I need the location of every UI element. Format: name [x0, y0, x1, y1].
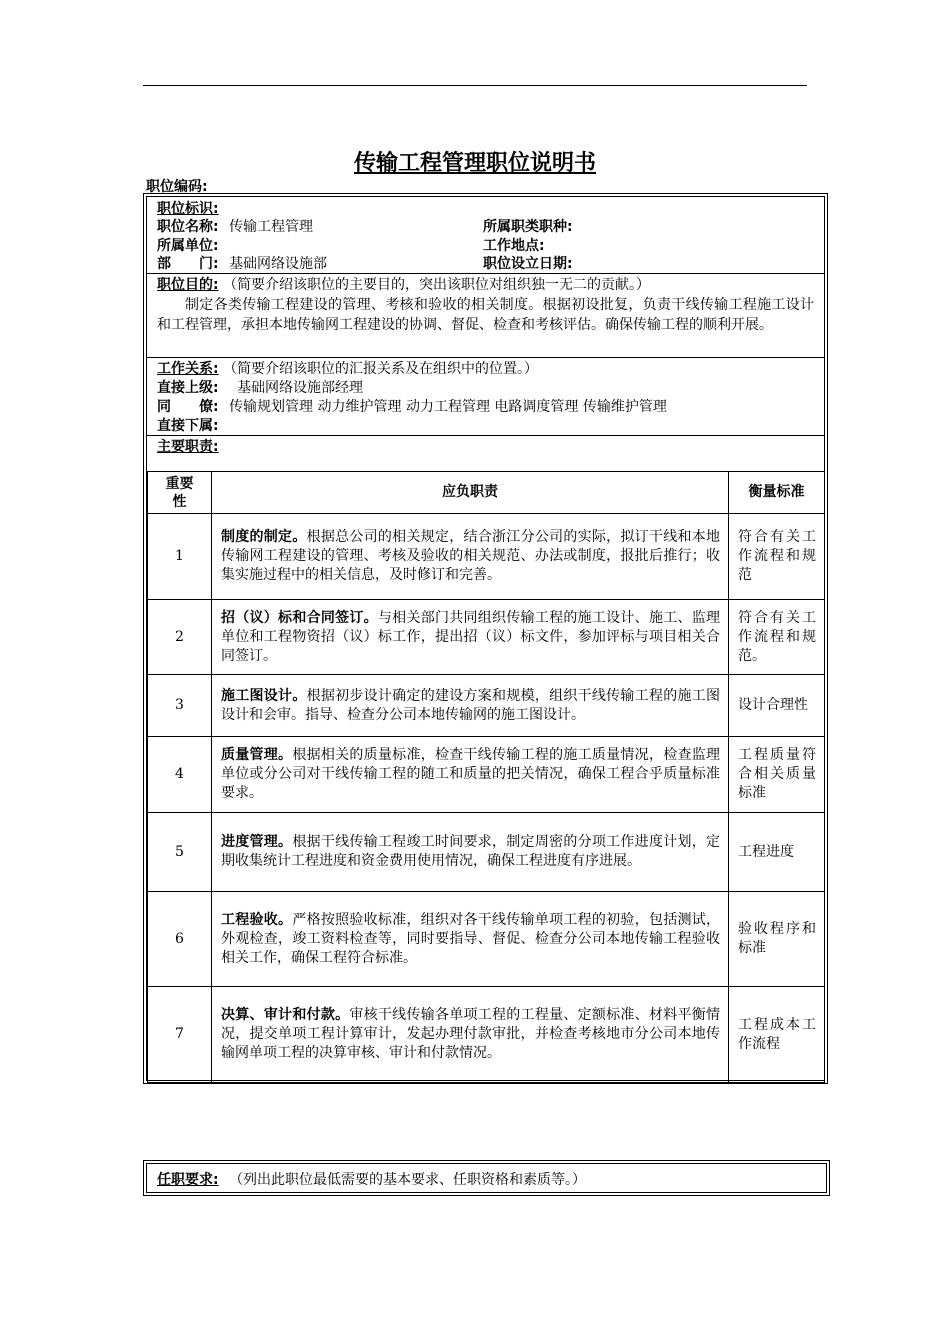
- duties-label: 主要职责:: [157, 439, 219, 455]
- row-duty: [212, 675, 729, 737]
- position-code-label: 职位编码:: [146, 179, 208, 195]
- duty-text: 审核干线传输各单项工程的工程量、定额标准、材料平衡情况，提交单项工程计算审计，发起办理付款审批，并检查考核地市分公司本地传输网单项工程的决算审核、审计和付款情况。: [221, 1007, 721, 1061]
- duty-text: 根据初步设计确定的建设方案和规模，组织干线传输工程的施工图设计和会审。指导、检查分公司本地传输网的施工图设计。: [221, 687, 721, 723]
- row-importance: 2: [148, 600, 212, 675]
- row-importance: 4: [148, 737, 212, 813]
- duty-title: 质量管理。: [221, 747, 293, 763]
- duty-title: 施工图设计。: [221, 687, 307, 704]
- purpose-heading: [157, 275, 650, 295]
- requirements-label: 任职要求:: [157, 1172, 219, 1188]
- relations-hint: （简要介绍该职位的汇报关系及在组织中的位置。）: [223, 361, 539, 377]
- duties-heading-section: [147, 435, 824, 471]
- row-duty: [212, 737, 729, 813]
- peers-row: [157, 397, 667, 417]
- table-row: [148, 737, 825, 813]
- row-measure: 工程成本工作流程: [729, 987, 825, 1083]
- purpose-text: 制定各类传输工程建设的管理、考核和验收的相关制度。根据初设批复，负责干线传输工程施工设计和工程管理，承担本地传输网工程建设的协调、督促、检查和考核评估。确保传输工程的顺利开展。: [157, 297, 814, 333]
- row-importance: 5: [148, 813, 212, 892]
- established-label: 职位设立日期:: [483, 256, 573, 272]
- table-row: [148, 675, 825, 737]
- superior-value: 基础网络设施部经理: [237, 380, 364, 396]
- row-measure: 符合有关工作流程和规范。: [729, 600, 825, 675]
- relations-label: 工作关系:: [157, 361, 219, 377]
- row-duty: [212, 600, 729, 675]
- row-importance: 3: [148, 675, 212, 737]
- row-measure: 验收程序和标准: [729, 892, 825, 987]
- col-duty: 应负职责: [212, 472, 729, 514]
- duty-text: 根据干线传输工程竣工时间要求，制定周密的分项工作进度计划，定期收集统计工程进度和资金费用使用情况，确保工程进度有序进展。: [221, 834, 721, 869]
- job-description-form: [143, 193, 828, 1084]
- document-title: 传输工程管理职位说明书: [353, 151, 596, 176]
- name-label: 职位名称:: [157, 219, 219, 235]
- purpose-hint: （简要介绍该职位的主要目的，突出该职位对组织独一无二的贡献。）: [223, 277, 651, 293]
- table-row: [148, 600, 825, 675]
- requirements-box: [143, 1160, 830, 1196]
- name-row: [157, 217, 313, 237]
- purpose-section: [147, 273, 824, 358]
- peers-value: 传输规划管理 动力维护管理 动力工程管理 电路调度管理 传输维护管理: [229, 399, 667, 415]
- duty-title: 决算、审计和付款。: [221, 1007, 350, 1023]
- duty-text: 严格按照验收标准，组织对各干线传输单项工程的初验，包括测试，外观检查，竣工资料检查等，同时要指导、督促、检查分公司本地传输工程验收相关工作，确保工程符合标准。: [221, 911, 721, 966]
- dept-row: [157, 254, 327, 274]
- row-duty: [212, 892, 729, 987]
- row-measure: 工程质量符合相关质量标准: [729, 737, 825, 813]
- row-importance: 1: [148, 514, 212, 600]
- duty-text: 根据总公司的相关规定，结合浙江分公司的实际，拟订干线和本地传输网工程建设的管理、考核及验收的相关规范、办法或制度，报批后推行；收集实施过程中的相关信息，及时修订和完善。: [221, 529, 721, 583]
- row-measure: 符合有关工作流程和规范: [729, 514, 825, 600]
- category-label: 所属职类职种:: [483, 219, 573, 235]
- row-importance: 7: [148, 987, 212, 1083]
- unit-label: 所属单位:: [157, 238, 219, 254]
- row-duty: [212, 987, 729, 1083]
- duties-table: [147, 471, 825, 1083]
- superior-label: 直接上级:: [157, 380, 219, 396]
- duties-header-row: [148, 472, 825, 514]
- duty-title: 制度的制定。: [221, 529, 307, 545]
- dept-label: 部 门:: [157, 256, 219, 272]
- requirements-inner: [146, 1163, 827, 1193]
- requirements-row: [157, 1170, 586, 1190]
- header-rule: [143, 85, 807, 86]
- relations-section: [147, 357, 824, 436]
- table-row: [148, 987, 825, 1083]
- peers-label: 同 僚:: [157, 399, 219, 415]
- row-measure: 设计合理性: [729, 675, 825, 737]
- superior-row: [157, 378, 363, 398]
- location-label: 工作地点:: [483, 238, 545, 254]
- requirements-hint: （列出此职位最低需要的基本要求、任职资格和素质等。）: [229, 1172, 587, 1188]
- duty-title: 进度管理。: [221, 834, 293, 850]
- duty-text: 与相关部门共同组织传输工程的施工设计、施工、监理单位和工程物资招（议）标工作，提出招（议）标文件，参加评标与项目相关合同签订。: [221, 609, 721, 664]
- dept-value: 基础网络设施部: [229, 256, 328, 272]
- subordinate-label: 直接下属:: [157, 418, 219, 434]
- relations-heading: [157, 359, 538, 379]
- table-row: [148, 813, 825, 892]
- identity-section: [147, 197, 824, 274]
- table-row: [148, 892, 825, 987]
- table-row: [148, 514, 825, 600]
- col-measure: 衡量标准: [729, 472, 825, 514]
- duty-title: 招（议）标和合同签订。: [221, 609, 378, 626]
- identity-label: 职位标识:: [157, 201, 219, 217]
- purpose-label: 职位目的:: [157, 277, 219, 293]
- row-measure: 工程进度: [729, 813, 825, 892]
- col-importance: 重要性: [148, 472, 212, 514]
- duty-text: 根据相关的质量标准，检查干线传输工程的施工质量情况，检查监理单位或分公司对干线传输工程的随工和质量的把关情况，确保工程合乎质量标准要求。: [221, 747, 721, 801]
- name-value: 传输工程管理: [229, 219, 314, 235]
- form-inner: [146, 196, 825, 1081]
- duty-title: 工程验收。: [221, 911, 293, 928]
- row-importance: 6: [148, 892, 212, 987]
- row-duty: [212, 514, 729, 600]
- row-duty: [212, 813, 729, 892]
